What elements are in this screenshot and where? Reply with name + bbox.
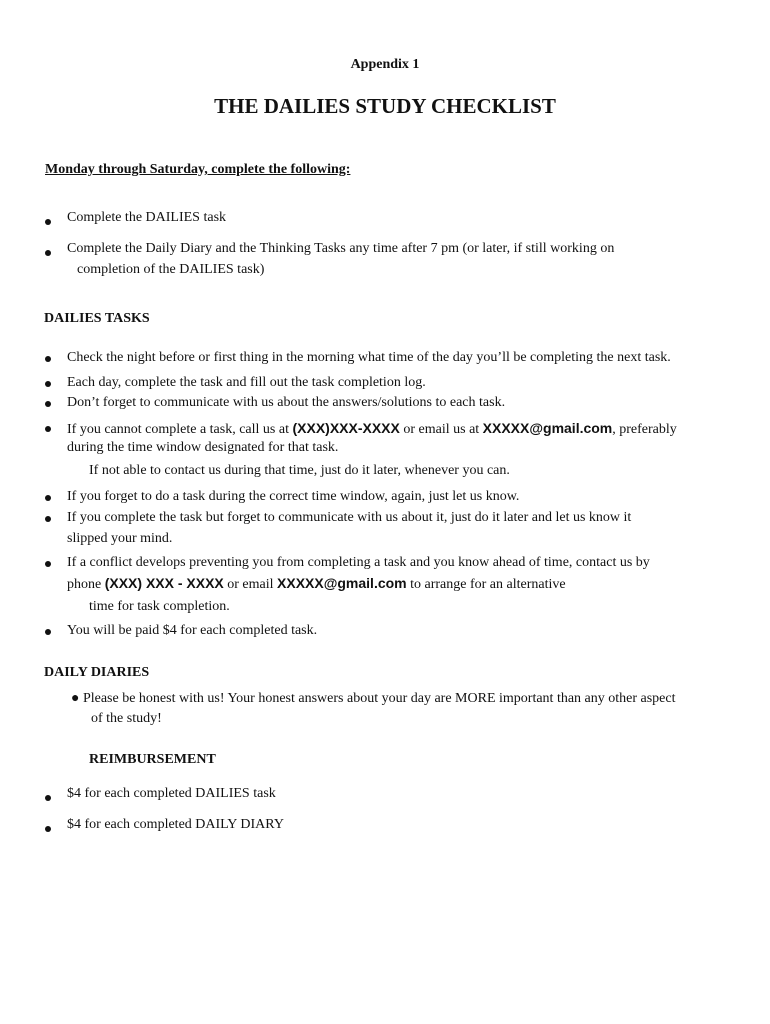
contact-phone: (XXX)XXX-XXXX (292, 420, 400, 436)
contact-email: XXXXX@gmail.com (277, 575, 407, 591)
bullet-icon (45, 561, 51, 567)
bullet-icon (45, 401, 51, 407)
daily-item-diary: Complete the Daily Diary and the Thinking Tasks any time after 7 pm (or later, if still working on (67, 241, 615, 256)
bullet-icon (45, 356, 51, 362)
task-check-time: Check the night before or first thing in the morning what time of the day you’ll be completing the next task. (67, 350, 671, 365)
bullet-icon (45, 629, 51, 635)
task-conflict-text: phone (67, 577, 105, 592)
bullet-icon (45, 250, 51, 256)
task-cannot-complete-text: or email us at (399, 422, 483, 437)
reimbursement-diary: $4 for each completed DAILY DIARY (67, 817, 284, 832)
task-cannot-complete-cont: during the time window designated for that task. (67, 440, 339, 455)
bullet-icon (45, 381, 51, 387)
appendix-label: Appendix 1 (350, 57, 420, 72)
diaries-text: ● Please be honest with us! Your honest answers about your day are MORE important than any other aspect (71, 691, 676, 706)
task-cannot-complete-note: If not able to contact us during that time, just do it later, whenever you can. (89, 463, 510, 478)
diaries-text-cont: of the study! (91, 711, 162, 726)
task-communicate: Don’t forget to communicate with us about the answers/solutions to each task. (67, 395, 506, 410)
page-title: THE DAILIES STUDY CHECKLIST (214, 94, 556, 118)
tasks-heading: DAILIES TASKS (44, 311, 150, 326)
task-conflict-contact (67, 573, 566, 595)
bullet-icon (45, 516, 51, 522)
daily-item-dailies: Complete the DAILIES task (67, 210, 227, 225)
task-payment: You will be paid $4 for each completed task. (67, 623, 318, 638)
task-conflict-text: or email (223, 577, 278, 592)
contact-email: XXXXX@gmail.com (482, 420, 613, 436)
task-complete-log: Each day, complete the task and fill out the task completion log. (67, 375, 426, 390)
task-forget: If you forget to do a task during the correct time window, again, just let us know. (67, 489, 520, 504)
task-cannot-complete (67, 418, 677, 440)
bullet-icon (45, 426, 51, 432)
task-conflict-cont: time for task completion. (89, 599, 230, 614)
task-conflict-text: to arrange for an alternative (406, 577, 566, 592)
bullet-icon (45, 795, 51, 801)
reimbursement-heading: REIMBURSEMENT (89, 752, 216, 767)
task-slipped-cont: slipped your mind. (67, 531, 173, 546)
bullet-icon (45, 495, 51, 501)
task-cannot-complete-text: , preferably (612, 422, 677, 437)
diaries-heading: DAILY DIARIES (44, 665, 150, 680)
contact-phone: (XXX) XXX - XXXX (104, 575, 224, 591)
task-conflict: If a conflict develops preventing you from completing a task and you know ahead of time, contact us by (67, 555, 650, 570)
reimbursement-dailies: $4 for each completed DAILIES task (67, 786, 276, 801)
daily-item-diary-cont: completion of the DAILIES task) (77, 262, 265, 277)
task-slipped: If you complete the task but forget to communicate with us about it, just do it later and let us know it (67, 510, 632, 525)
task-cannot-complete-text: If you cannot complete a task, call us at (67, 422, 293, 437)
schedule-subheading: Monday through Saturday, complete the following: (45, 162, 351, 177)
bullet-icon (45, 826, 51, 832)
bullet-icon (45, 219, 51, 225)
